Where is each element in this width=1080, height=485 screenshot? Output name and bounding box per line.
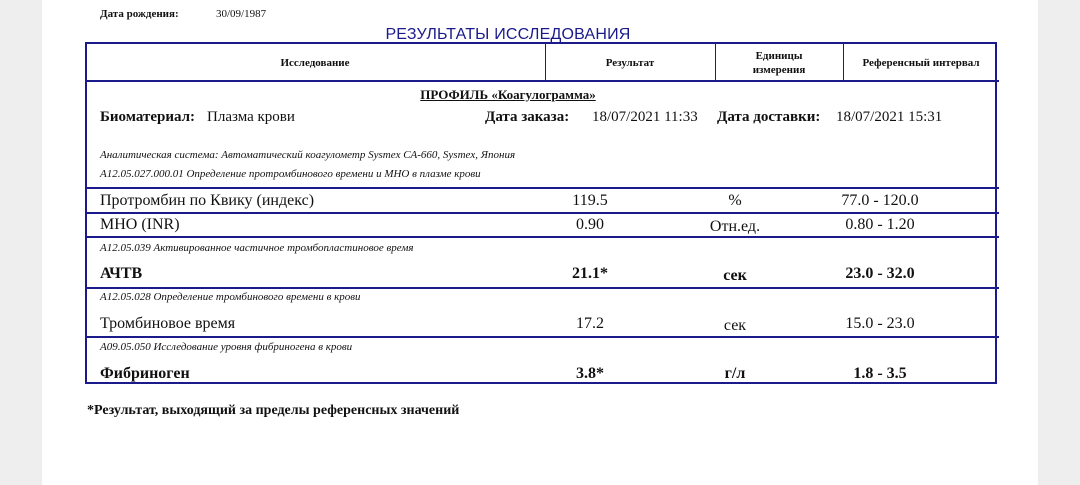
row-reference: 1.8 - 3.5 <box>853 365 907 382</box>
test-code-note: A09.05.050 Исследование уровня фибриногена в крови <box>100 341 353 353</box>
header-units-line2: измерения <box>752 64 806 76</box>
row-name: Фибриноген <box>100 365 190 382</box>
footnote: *Результат, выходящий за пределы референсных значений <box>87 403 460 418</box>
row-reference: 23.0 - 32.0 <box>845 265 915 282</box>
delivery-date-label: Дата доставки: <box>717 109 821 125</box>
row-result: 0.90 <box>576 216 604 233</box>
dob-label: Дата рождения: <box>100 8 179 20</box>
row-unit: Отн.ед. <box>709 218 761 235</box>
report-title: РЕЗУЛЬТАТЫ ИССЛЕДОВАНИЯ <box>385 26 631 43</box>
order-date-value: 18/07/2021 11:33 <box>592 109 698 125</box>
dob-value: 30/09/1987 <box>216 8 267 20</box>
analytic-system-note: Аналитическая система: Автоматический коагулометр Sysmex CA-660, Sysmex, Япония <box>100 149 516 161</box>
biomaterial-label: Биоматериал: <box>100 109 196 125</box>
order-date-label: Дата заказа: <box>485 109 570 125</box>
header-result: Результат <box>605 57 655 69</box>
row-reference: 77.0 - 120.0 <box>841 192 919 209</box>
header-divider <box>85 80 999 82</box>
test-code-note: A12.05.027.000.01 Определение протромбинового времени и МНО в плазме крови <box>100 168 481 180</box>
row-result: 119.5 <box>572 192 608 209</box>
row-divider <box>85 287 999 289</box>
row-divider <box>85 187 999 189</box>
biomaterial-value: Плазма крови <box>207 109 295 125</box>
row-reference: 15.0 - 23.0 <box>845 315 915 332</box>
row-result: 3.8* <box>576 365 604 382</box>
row-name: Тромбиновое время <box>100 315 236 332</box>
row-divider <box>85 236 999 238</box>
row-unit: г/л <box>724 365 746 382</box>
row-name: Протромбин по Квику (индекс) <box>100 192 315 209</box>
row-result: 21.1* <box>572 265 608 282</box>
test-code-note: A12.05.039 Активированное частичное тромбопластиновое время <box>100 242 414 254</box>
delivery-date-value: 18/07/2021 15:31 <box>836 109 943 125</box>
test-code-note: A12.05.028 Определение тромбинового времени в крови <box>100 291 361 303</box>
profile-title: ПРОФИЛЬ «Коагулограмма» <box>420 87 596 102</box>
row-divider <box>85 336 999 338</box>
row-unit: % <box>728 192 742 209</box>
row-name: АЧТВ <box>100 265 143 282</box>
row-unit: сек <box>723 317 747 334</box>
header-reference: Референсный интервал <box>862 57 980 69</box>
header-units-line1: Единицы <box>755 50 803 62</box>
row-name: МНО (INR) <box>100 216 180 233</box>
row-reference: 0.80 - 1.20 <box>845 216 915 233</box>
row-result: 17.2 <box>576 315 604 332</box>
row-unit: сек <box>723 267 747 284</box>
row-divider <box>85 212 999 214</box>
header-test: Исследование <box>280 57 350 69</box>
